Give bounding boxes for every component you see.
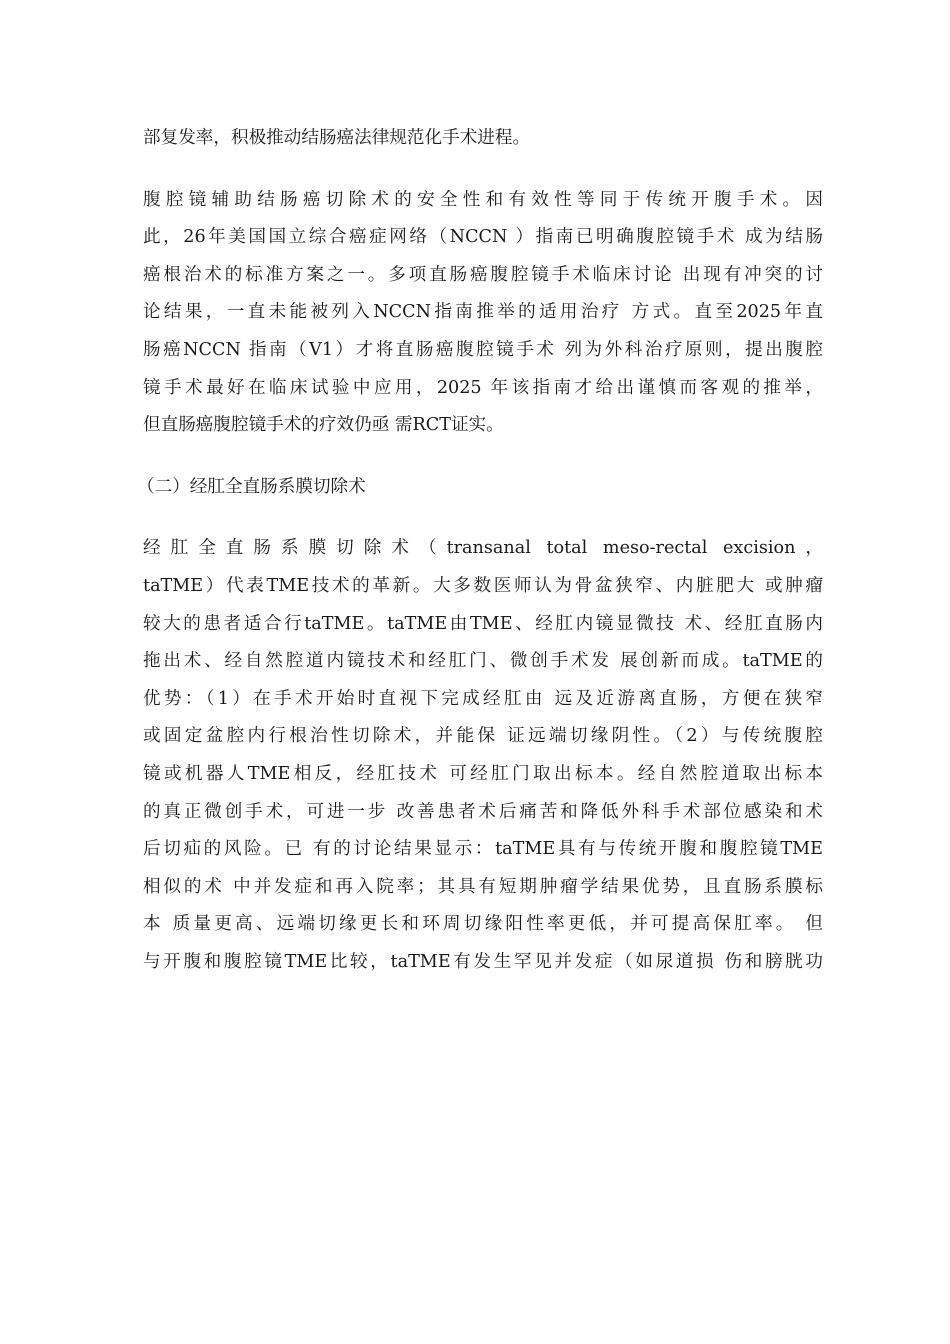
- text-line: 本 质量更高、远端切缘更长和环周切缘阳性率更低，并可提高保肛率。 但: [143, 914, 823, 935]
- text-line: 与开腹和腹腔镜TME比较，taTME有发生罕见并发症（如尿道损 伤和膀胱功: [143, 951, 823, 972]
- text-line: 后切疝的风险。已 有的讨论结果显示：taTME具有与传统开腹和腹腔镜TME: [143, 839, 823, 860]
- text-line: 论结果，一直未能被列入NCCN指南推举的适用治疗 方式。直至2025年直: [143, 302, 823, 323]
- document-page: [137, 120, 823, 1005]
- text-line: 较大的患者适合行taTME。taTME由TME、经肛内镜显微技 术、经肛直肠内: [143, 613, 823, 634]
- paragraph-2: [143, 182, 823, 445]
- text-line: 但直肠癌腹腔镜手术的疗效仍亟 需RCT证实。: [143, 415, 504, 436]
- text-line: 此，26年美国国立综合癌症网络（NCCN ）指南已明确腹腔镜手术 成为结肠: [143, 227, 823, 248]
- text-line: 镜手术最好在临床试验中应用，2025 年该指南才给出谨慎而客观的推举，: [143, 377, 823, 398]
- text-line: 镜或机器人TME相反，经肛技术 可经肛门取出标本。经自然腔道取出标本: [143, 763, 823, 784]
- text-line: 或固定盆腔内行根治性切除术，并能保 证远端切缘阴性。（2）与传统腹腔: [143, 726, 823, 747]
- text-line: 肠癌NCCN 指南（V1）才将直肠癌腹腔镜手术 列为外科治疗原则，提出腹腔: [143, 339, 823, 360]
- text-line: 部复发率，积极推动结肠癌法律规范化手术进程。: [143, 128, 531, 148]
- text-line: 拖出术、经自然腔道内镜技术和经肛门、微创手术发 展创新而成。taTME的: [143, 651, 823, 672]
- text-line: 优势：（1）在手术开始时直视下完成经肛由 远及近游离直肠，方便在狭窄: [143, 688, 823, 709]
- text-line: 的真正微创手术，可进一步 改善患者术后痛苦和降低外科手术部位感染和术: [143, 801, 823, 822]
- text-line: 癌根治术的标准方案之一。多项直肠癌腹腔镜手术临床讨论 出现有冲突的讨: [143, 264, 823, 285]
- section-heading: [137, 469, 823, 507]
- paragraph-1: [143, 120, 823, 158]
- text-line: taTME）代表TME技术的革新。大多数医师认为骨盆狭窄、内脏肥大 或肿瘤: [143, 575, 823, 596]
- text-line: 腹腔镜辅助结肠癌切除术的安全性和有效性等同于传统开腹手术。因: [143, 189, 823, 210]
- text-line: 相似的术 中并发症和再入院率；其具有短期肿瘤学结果优势，且直肠系膜标: [143, 876, 823, 897]
- paragraph-3: [143, 530, 823, 981]
- text-line: 经肛全直肠系膜切除术（transanal total meso-rectal excision，: [143, 538, 823, 559]
- section-heading-text: （二）经肛全直肠系膜切除术: [137, 476, 366, 497]
